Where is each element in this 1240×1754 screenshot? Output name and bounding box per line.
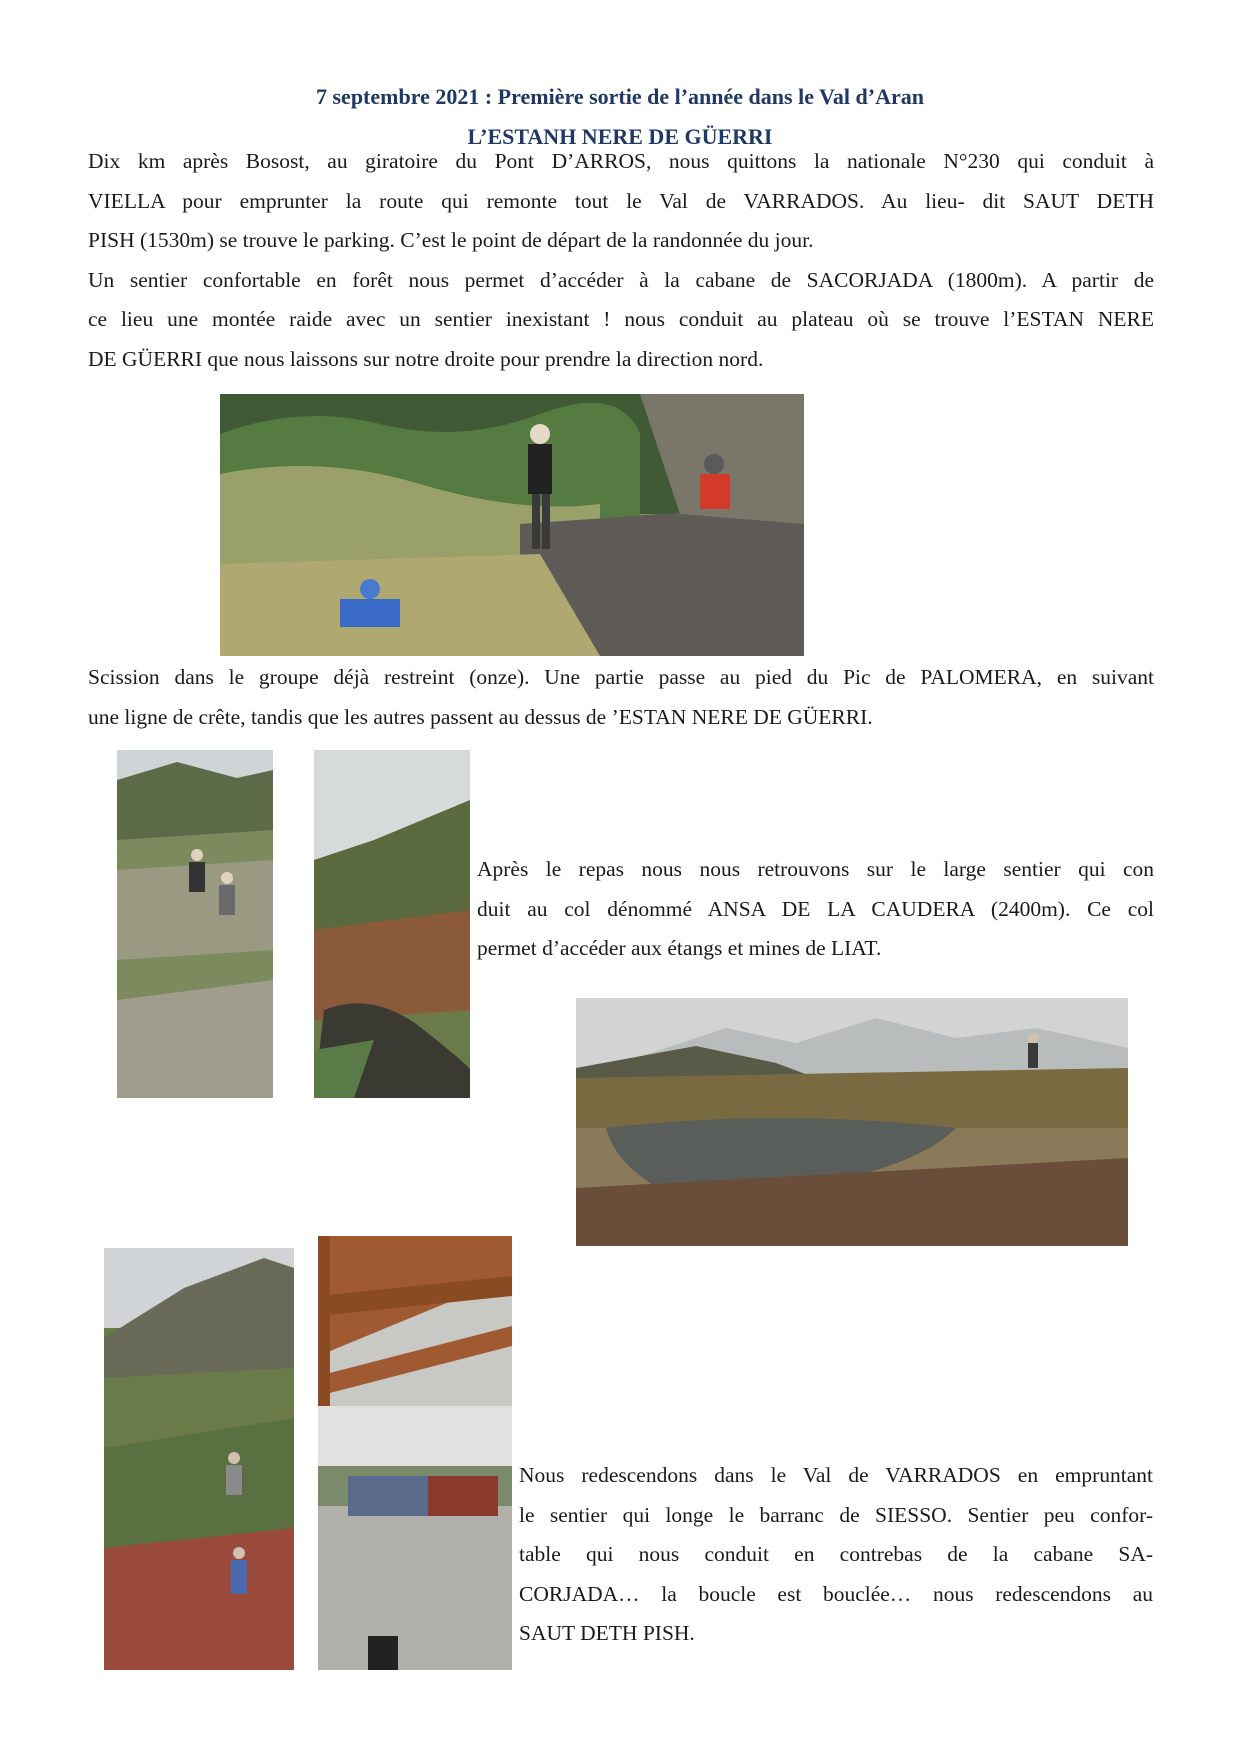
repas-line: Après le repas nous nous retrouvons sur le large sentier qui con: [477, 857, 1154, 881]
descente-line: Nous redescendons dans le Val de VARRADOS en empruntant: [519, 1463, 1153, 1487]
descente-line: SAUT DETH PISH.: [519, 1621, 695, 1645]
photo-trail-climb: [117, 750, 273, 1098]
descente-line: CORJADA… la boucle est bouclée… nous redescendons au: [519, 1581, 1153, 1606]
photo-descent: [104, 1248, 294, 1670]
repas-line: duit au col dénommé ANSA DE LA CAUDERA (2400m). Ce col: [477, 896, 1154, 921]
page-subtitle: L’ESTANH NERE DE GÜERRI: [467, 124, 773, 149]
scission-paragraph: [88, 658, 1154, 737]
repas-paragraph: [477, 850, 1154, 969]
photo-stream-valley: [314, 750, 470, 1098]
descente-paragraph: [519, 1456, 1153, 1654]
intro-line: PISH (1530m) se trouve le parking. C’est le point de départ de la randonnée du jour.: [88, 228, 814, 252]
photo-terrace: [318, 1236, 512, 1670]
descente-line: le sentier qui longe le barranc de SIESSO. Sentier peu confor-: [519, 1502, 1153, 1527]
intro-line: Dix km après Bosost, au giratoire du Pont D’ARROS, nous quittons la nationale N°230 qui conduit à: [88, 149, 1154, 173]
page-title-date: 7 septembre 2021 : Première sortie de l’année dans le Val d’Aran: [316, 84, 924, 109]
intro-line: ce lieu une montée raide avec un sentier inexistant ! nous conduit au plateau où se trouve l’ESTAN NERE: [88, 307, 1154, 331]
photo-hikers-rest: [220, 394, 804, 656]
descente-line: table qui nous conduit en contrebas de la cabane SA-: [519, 1542, 1153, 1566]
intro-line: VIELLA pour emprunter la route qui remonte tout le Val de VARRADOS. Au lieu- dit SAUT DETH: [88, 188, 1154, 213]
scission-line: Scission dans le groupe déjà restreint (onze). Une partie passe au pied du Pic de PALOMERA, en suivant: [88, 665, 1154, 689]
photo-mountain-lake: [576, 998, 1128, 1246]
repas-line: permet d’accéder aux étangs et mines de LIAT.: [477, 936, 882, 960]
intro-paragraph: [88, 142, 1154, 379]
scission-line: une ligne de crête, tandis que les autres passent au dessus de ’ESTAN NERE DE GÜERRI.: [88, 704, 873, 729]
intro-line: DE GÜERRI que nous laissons sur notre droite pour prendre la direction nord.: [88, 346, 764, 371]
intro-line: Un sentier confortable en forêt nous permet d’accéder à la cabane de SACORJADA (1800m). A partir de: [88, 267, 1154, 292]
